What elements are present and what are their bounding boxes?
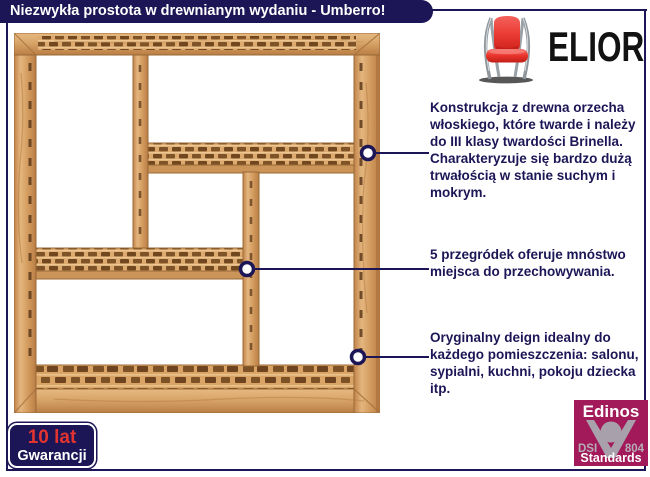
- chair-icon: [477, 13, 539, 85]
- edinos-804-label: 804: [624, 443, 644, 455]
- callout-text-design: Oryginalny deign idealny do każdego pomieszczenia: salonu, sypialni, kuchni, pokoju dziecka itp.: [430, 330, 639, 396]
- edinos-badge: [574, 400, 648, 466]
- warranty-badge: [8, 423, 96, 468]
- brand-logo: [470, 10, 650, 88]
- brand-name: ELIOR: [548, 23, 645, 70]
- warranty-label: Gwarancji: [17, 448, 87, 464]
- edinos-dsi-label: DSI: [578, 443, 598, 455]
- warranty-years: 10 lat: [27, 427, 77, 448]
- frame-border-left: [6, 21, 8, 469]
- frame-border-bottom: [6, 469, 646, 471]
- edinos-title: Edinos: [582, 402, 640, 421]
- title-banner: Niezwykła prostota w drewnianym wydaniu - Umberro!: [0, 0, 433, 23]
- edinos-standards-label: Standards: [580, 451, 642, 465]
- product-image: [14, 33, 380, 413]
- callout-text-construction: Konstrukcja z drewna orzecha włoskiego, które twarde i należy do III klasy twardości Brinella. Charakteryzuje się bardzo dużą trwałością w stanie suchym i mokrym.: [430, 100, 636, 200]
- callout-text-compartments: 5 przegródek oferuje mnóstwo miejsca do przechowywania.: [430, 247, 626, 279]
